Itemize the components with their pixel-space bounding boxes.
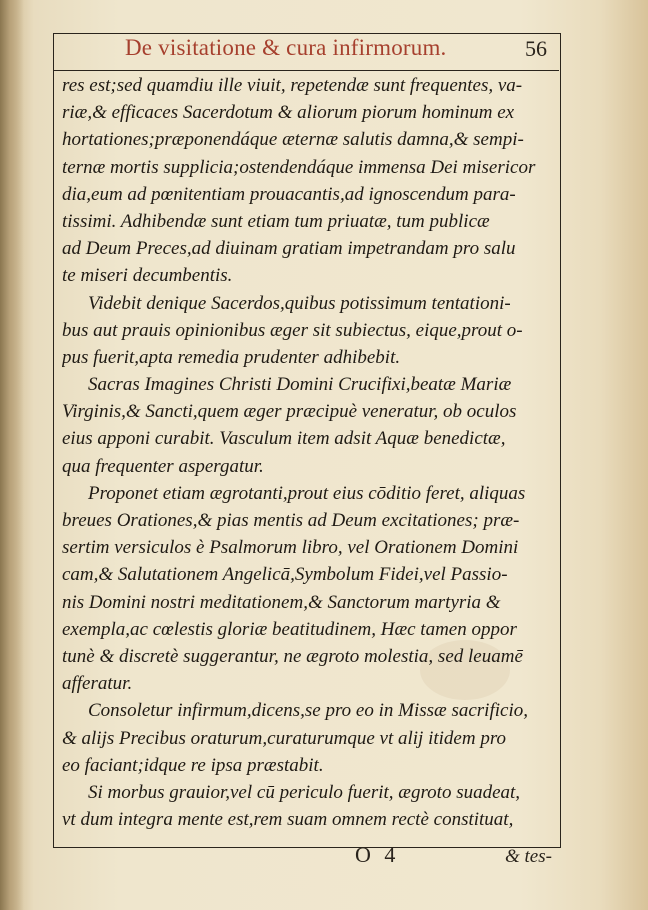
text-line: ad Deum Preces,ad diuinam gratiam impetrandam pro salu (62, 238, 516, 260)
text-line: bus aut prauis opinionibus æger sit subiectus, eique,prout o- (62, 319, 523, 341)
text-line: exempla,ac cœlestis gloriæ beatitudinem, Hæc tamen oppor (62, 618, 517, 640)
text-line: te miseri decumbentis. (62, 265, 233, 287)
text-line: Sacras Imagines Christi Domini Crucifixi,beatæ Mariæ (88, 374, 512, 396)
text-line: tissimi. Adhibendæ sunt etiam tum priuatæ, tum publicæ (62, 210, 490, 232)
text-line: eius apponi curabit. Vasculum item adsit Aquæ benedictæ, (62, 428, 506, 450)
catchword: & tes- (505, 846, 552, 867)
text-line: Videbit denique Sacerdos,quibus potissimum tentationi- (88, 292, 511, 314)
text-line: dia,eum ad pœnitentiam prouacantis,ad ignoscendum para- (62, 183, 516, 205)
text-line: hortationes;præponendáque æternæ salutis damna,& sempi- (62, 129, 524, 151)
text-line: cam,& Salutationem Angelicā,Symbolum Fidei,vel Passio- (62, 564, 508, 586)
text-line: tunè & discretè suggerantur, ne ægroto molestia, sed leuamē (62, 645, 523, 667)
text-line: Proponet etiam ægrotanti,prout eius cōditio feret, aliquas (88, 482, 526, 504)
text-line: breues Orationes,& pias mentis ad Deum excitationes; præ- (62, 510, 520, 531)
text-line: pus fuerit,apta remedia prudenter adhibebit. (62, 346, 401, 368)
text-line: vt dum integra mente est,rem suam omnem rectè constituat, (62, 809, 514, 831)
text-line: ternæ mortis supplicia;ostendendáque immensa Dei misericor (62, 156, 536, 178)
page-number: 56 (525, 36, 547, 61)
text-line: riæ,& efficaces Sacerdotum & aliorum piorum hominum ex (62, 102, 515, 124)
text-line: sertim versiculos è Psalmorum libro, vel Orationem Domini (62, 537, 519, 559)
text-line: qua frequenter aspergatur. (62, 455, 264, 477)
text-line: nis Domini nostri meditationem,& Sanctorum martyria & (62, 591, 501, 613)
running-title: De visitatione & cura infirmorum. (125, 35, 447, 60)
text-block (62, 72, 558, 833)
text-line: & alijs Precibus oraturum,curaturumque vt alij itidem pro (62, 727, 507, 749)
text-line: Si morbus grauior,vel cū periculo fuerit, ægroto suadeat, (88, 781, 521, 803)
signature-mark: O 4 (355, 842, 400, 867)
text-line: afferatur. (62, 673, 133, 695)
text-line: Consoletur infirmum,dicens,se pro eo in Missæ sacrificio, (88, 700, 528, 722)
text-line: res est;sed quamdiu ille viuit, repetendæ sunt frequentes, va- (62, 75, 523, 96)
page-header (53, 33, 559, 71)
text-line: Virginis,& Sancti,quem æger præcipuè veneratur, ob oculos (62, 401, 517, 423)
text-line: eo faciant;idque re ipsa præstabit. (62, 754, 324, 776)
binding-gutter (0, 0, 24, 910)
